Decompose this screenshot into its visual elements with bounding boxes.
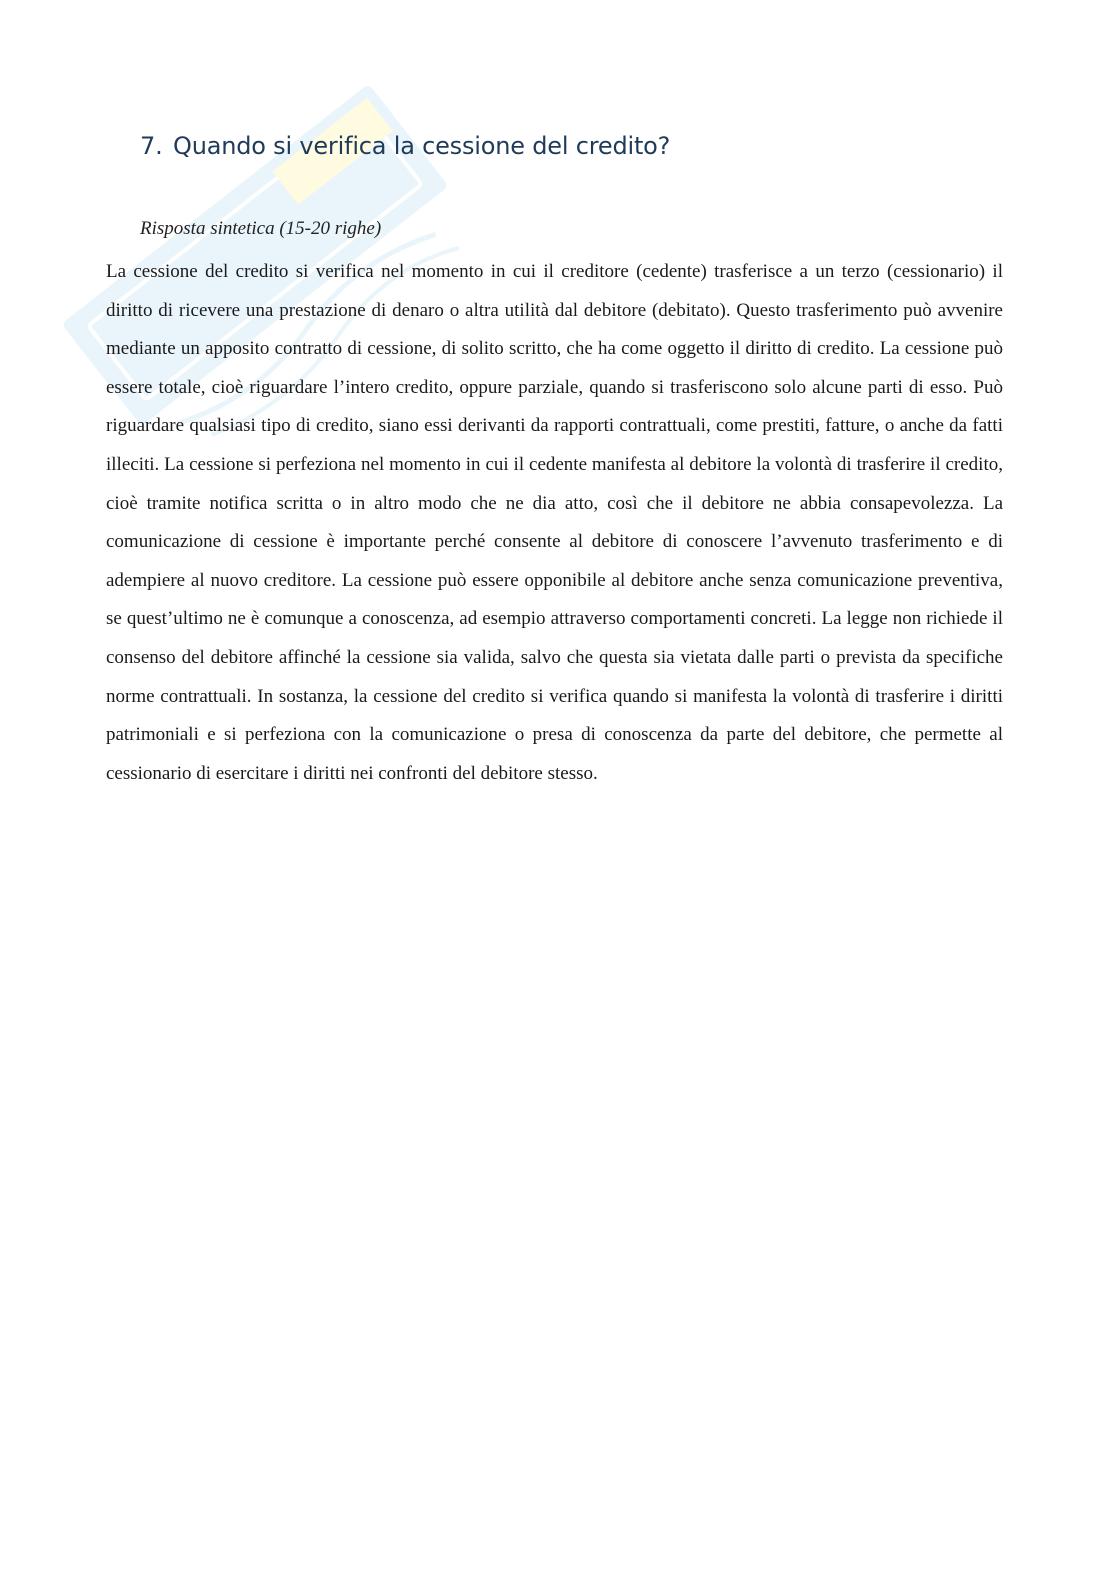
question-heading (140, 132, 670, 160)
answer-subheading: Risposta sintetica (15-20 righe) (140, 218, 382, 239)
question-number: 7. (140, 132, 163, 160)
answer-paragraph: La cessione del credito si verifica nel momento in cui il creditore (cedente) trasferisce a un terzo (cessionario) il diritto di ricevere una prestazione di denaro o altra utilità dal debitore (debitato). Questo trasferimento può avvenire mediante un apposito contratto di cessione, di solito scritto, che ha come oggetto il diritto di credito. La cessione può essere totale, cioè riguardare l’intero credito, oppure parziale, quando si trasferiscono solo alcune parti di esso. Può riguardare qualsiasi tipo di credito, siano essi derivanti da rapporti contrattuali, come prestiti, fatture, o anche da fatti illeciti. La cessione si perfeziona nel momento in cui il cedente manifesta al debitore la volontà di trasferire il credito, cioè tramite notifica scritta o in altro modo che ne dia atto, così che il debitore ne abbia consapevolezza. La comunicazione di cessione è importante perché consente al debitore di conoscere l’avvenuto trasferimento e di adempiere al nuovo creditore. La cessione può essere opponibile al debitore anche senza comunicazione preventiva, se quest’ultimo ne è comunque a conoscenza, ad esempio attraverso comportamenti concreti. La legge non richiede il consenso del debitore affinché la cessione sia valida, salvo che questa sia vietata dalle parti o prevista da specifiche norme contrattuali. In sostanza, la cessione del credito si verifica quando si manifesta la volontà di trasferire i diritti patrimoniali e si perfeziona con la comunicazione o presa di conoscenza da parte del debitore, che permette al cessionario di esercitare i diritti nei confronti del debitore stesso. (106, 261, 1003, 784)
question-title: Quando si verifica la cessione del credito? (173, 132, 671, 160)
